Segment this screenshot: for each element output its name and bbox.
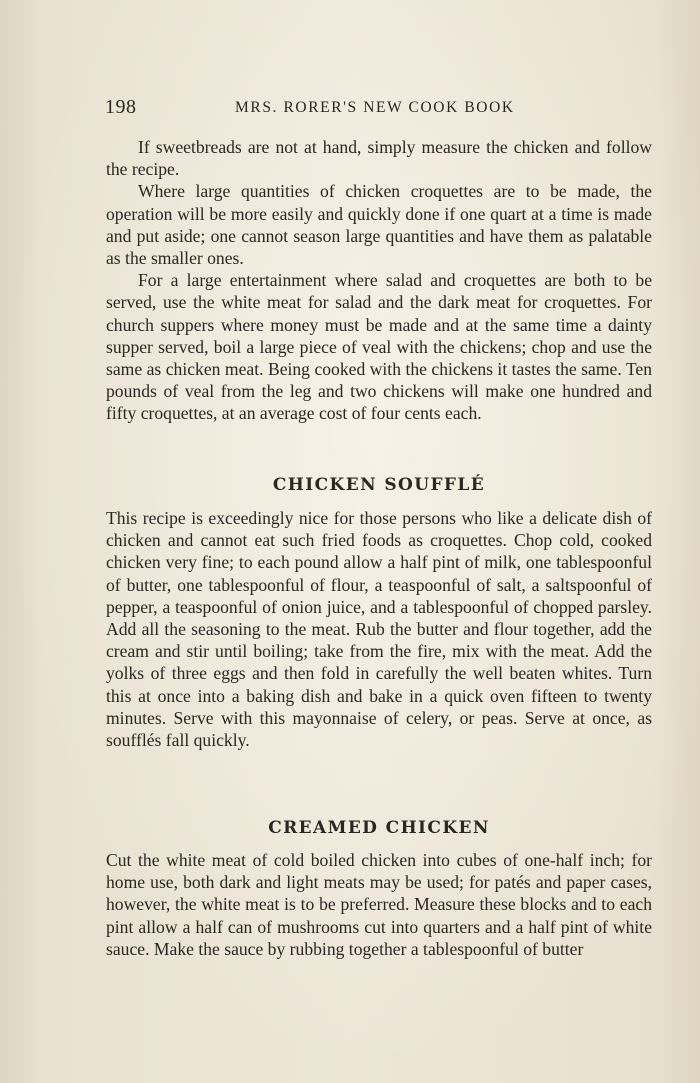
intro-paragraph: Where large quantities of chicken croquettes are to be made, the operation will be more easily and quickly done if one quart at a time is made and put aside; one cannot season large quantities and have them as palatable as the smaller ones.: [106, 181, 652, 269]
recipe-paragraph: Cut the white meat of cold boiled chicken into cubes of one-half inch; for home use, both dark and light meats may be used; for patés and paper cases, however, the white meat is to be preferred. Measure these blocks and to each pint allow a half can of mushrooms cut into quarters and a half pint of white sauce. Make the sauce by rubbing together a tablespoonful of butter: [106, 850, 652, 959]
section-heading-chicken-souffle: CHICKEN SOUFFLÉ: [272, 475, 486, 495]
intro-text: [106, 136, 652, 425]
page-number: 198: [105, 96, 137, 118]
intro-paragraph: For a large entertainment where salad and croquettes are both to be served, use the white meat for salad and the dark meat for croquettes. For church suppers where money must be made and at the same time a dainty supper served, boil a large piece of veal with the chickens; chop and use the same as chicken meat. Being cooked with the chickens it tastes the same. Ten pounds of veal from the leg and two chickens will make one hundred and fifty croquettes, at an average cost of four cents each.: [106, 270, 652, 424]
creamed-chicken-text: [106, 849, 652, 960]
recipe-paragraph: This recipe is exceedingly nice for those persons who like a delicate dish of chicken and cannot eat such fried foods as croquettes. Chop cold, cooked chicken very fine; to each pound allow a half pint of milk, one tablespoonful of butter, one tablespoonful of flour, a teaspoonful of salt, a saltspoonful of pepper, a teaspoonful of onion juice, and a tablespoonful of chopped parsley. Add all the seasoning to the meat. Rub the butter and flour together, add the cream and stir until boiling; take from the fire, mix with the meat. Add the yolks of three eggs and then fold in carefully the well beaten whites. Turn this at once into a baking dish and bake in a quick oven fifteen to twenty minutes. Serve with this mayonnaise of celery, or peas. Serve at once, as soufflés fall quickly.: [106, 508, 652, 751]
section-heading-creamed-chicken: CREAMED CHICKEN: [268, 818, 490, 838]
intro-paragraph: If sweetbreads are not at hand, simply measure the chicken and follow the recipe.: [106, 137, 652, 180]
page-header: [105, 96, 653, 120]
chicken-souffle-text: [106, 507, 652, 751]
running-title: MRS. RORER'S NEW COOK BOOK: [235, 99, 515, 116]
